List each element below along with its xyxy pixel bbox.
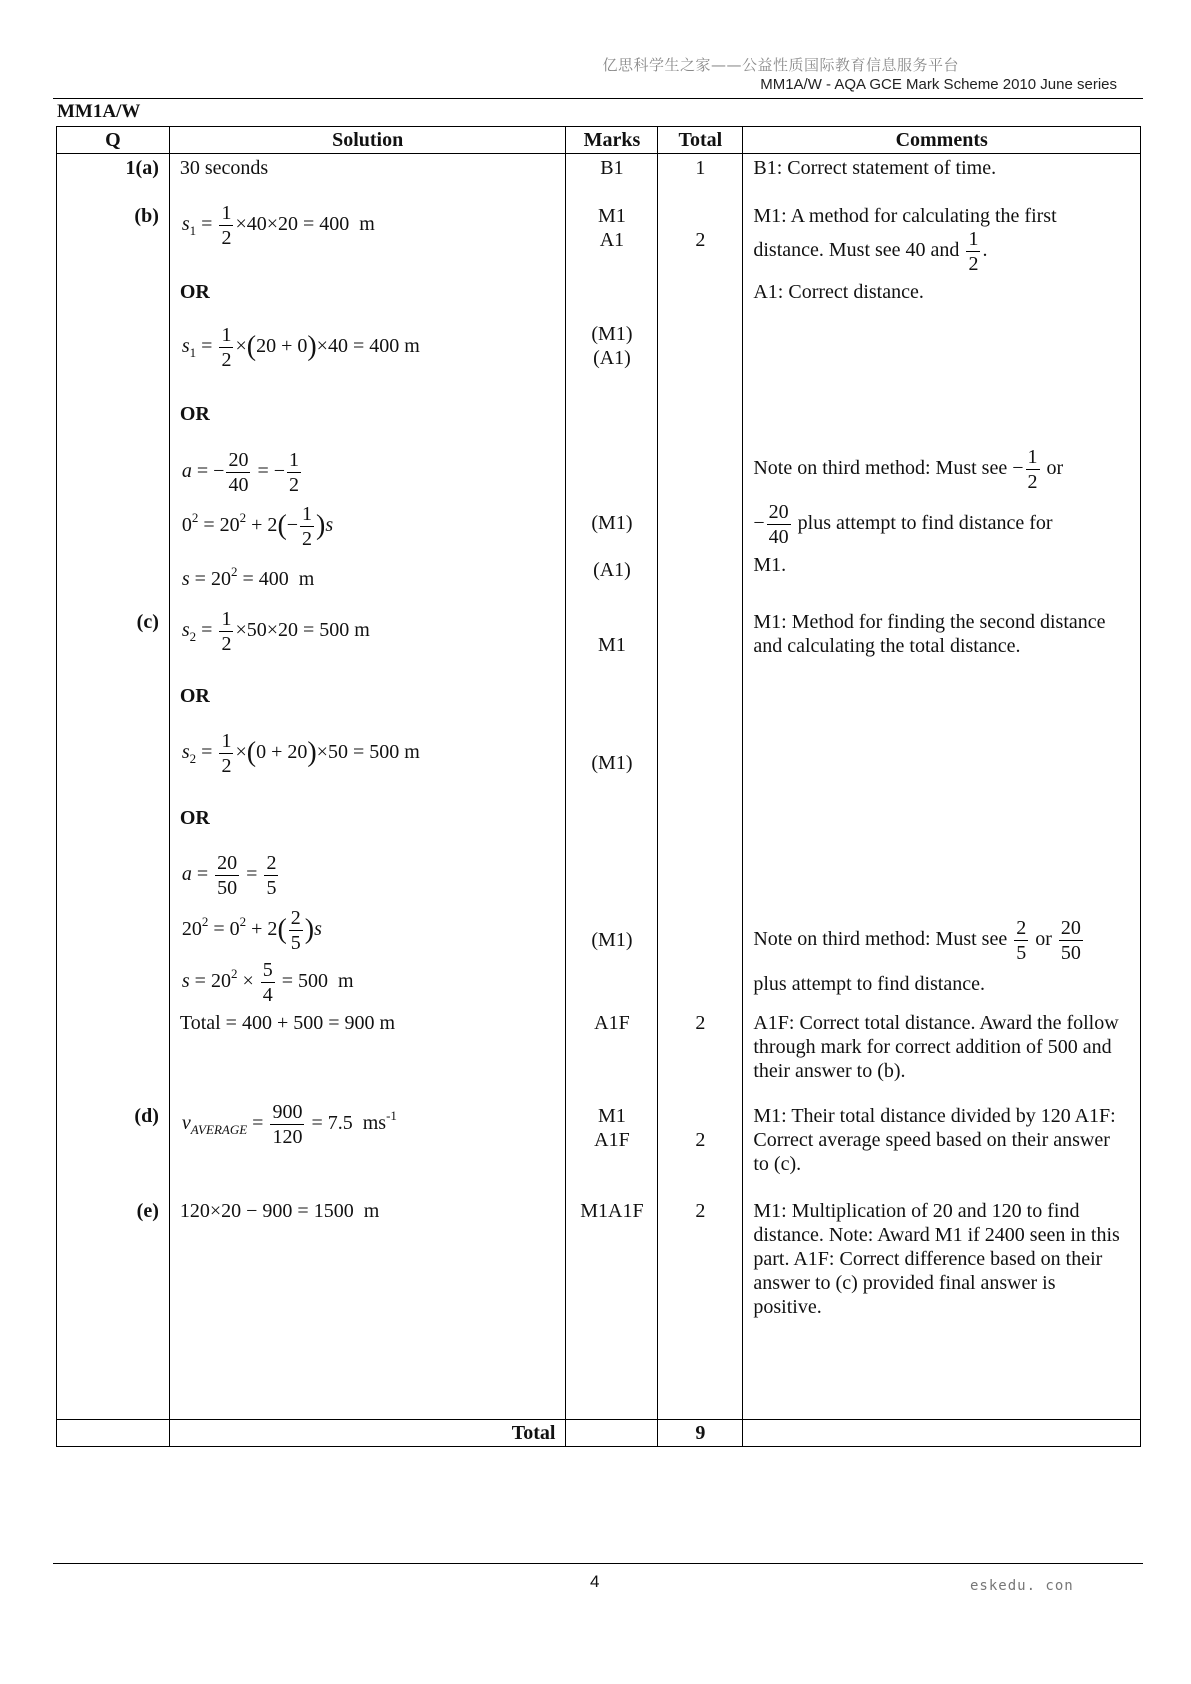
solution-c-method1: $s_2$ = $\frac{1}{2}$ ×50×20 = 500 m xyxy=(181,608,370,655)
comment-b-note-or: or xyxy=(1046,457,1064,480)
comment-c-a1f: A1F: Correct total distance. Award the follow through mark for correct addition of 500 and their answer to (b). xyxy=(753,1012,1119,1082)
solution-e: 120×20 − 900 = 1500 m xyxy=(179,1200,380,1222)
comment-b-note-text: Note on third method: Must see xyxy=(753,457,1008,480)
comment-c-note-text: Note on third method: Must see xyxy=(753,928,1008,951)
q-label-a: 1(a) xyxy=(125,157,159,179)
mark-e: M1A1F xyxy=(580,1200,644,1222)
solution-c-or2: OR xyxy=(179,807,210,829)
total-c: 2 xyxy=(695,1012,706,1034)
col-header-total: Total xyxy=(658,127,743,154)
total-a: 1 xyxy=(695,157,706,179)
q-label-b: (b) xyxy=(134,205,159,227)
total-column xyxy=(658,154,743,1420)
total-e: 2 xyxy=(695,1200,706,1222)
comment-c-note-tail: plus attempt to find distance. xyxy=(753,973,985,995)
comment-b-a1: A1: Correct distance. xyxy=(753,281,924,303)
mark-a: B1 xyxy=(600,157,624,179)
comment-b-m1-line2: distance. Must see 40 and xyxy=(753,239,960,262)
solution-d: $v_{AVERAGE}$ = $\frac{900}{120}$ = 7.5 $ms^{-1}$ xyxy=(181,1101,397,1148)
col-header-solution: Solution xyxy=(169,127,566,154)
header-rule xyxy=(53,98,1143,99)
solution-b-suvat: $0^2 = 20^2 + 2(-$ $\frac{1}{2}$ )s xyxy=(181,503,334,550)
mark-c-2: (M1) xyxy=(591,752,633,774)
watermark: eskedu. con xyxy=(970,1578,1074,1594)
total-row-value: 9 xyxy=(658,1420,743,1447)
solution-b-method1: $s_1$ = $\frac{1}{2}$ ×40×20 = 400 m xyxy=(181,202,375,249)
total-row-label: Total xyxy=(169,1420,566,1447)
solution-a: 30 seconds xyxy=(179,157,269,179)
header-series: MM1A/W - AQA GCE Mark Scheme 2010 June series xyxy=(760,76,1117,93)
mark-c-1: M1 xyxy=(598,634,626,656)
mark-b-6: (A1) xyxy=(593,559,631,581)
mark-d-2: A1F xyxy=(594,1129,630,1151)
mark-b-2: A1 xyxy=(599,229,625,251)
total-row-q xyxy=(57,1420,170,1447)
comment-a: B1: Correct statement of time. xyxy=(753,157,997,179)
comments-column xyxy=(743,154,1141,1420)
solution-b-result: $s = 20^2 = 400$ m xyxy=(181,564,315,590)
solution-b-method2: $s_1$ = $\frac{1}{2}$ ×(20 + 0)×40 = 400 m xyxy=(181,324,420,371)
comment-b-note-tail: plus attempt to find distance for xyxy=(797,512,1053,535)
q-label-e: (e) xyxy=(136,1200,159,1222)
paper-code: MM1A/W xyxy=(57,101,141,122)
solution-c-method2: $s_2$ = $\frac{1}{2}$ ×(0 + 20)×50 = 500 m xyxy=(181,730,420,777)
total-row-marks xyxy=(566,1420,658,1447)
comment-b-m1: M1: A method for calculating the first xyxy=(753,205,1057,227)
solution-column xyxy=(169,154,566,1420)
q-column xyxy=(57,154,170,1420)
col-header-comments: Comments xyxy=(743,127,1141,154)
solution-c-accel: a = $\frac{20}{50}$ = $\frac{2}{5}$ xyxy=(181,852,277,899)
q-label-d: (d) xyxy=(134,1105,159,1127)
comment-b-note-end: M1. xyxy=(753,554,787,576)
total-b: 2 xyxy=(695,229,706,251)
solution-b-or2: OR xyxy=(179,403,210,425)
comment-c-note: Note on third method: Must see $\frac{2}{5}$ or $\frac{20}{50}$ xyxy=(753,917,1081,964)
mark-scheme-table xyxy=(56,126,1141,1447)
q-label-c: (c) xyxy=(136,611,159,633)
comment-b-note: Note on third method: Must see − $\frac{1}{2}$ or xyxy=(753,446,1064,493)
total-d: 2 xyxy=(695,1129,706,1151)
table-header-row xyxy=(57,127,1141,154)
comment-b-note2: − $\frac{20}{40}$ plus attempt to find distance for xyxy=(753,501,1053,548)
total-row-comments xyxy=(743,1420,1141,1447)
comment-c-m1: M1: Method for finding the second distance and calculating the total distance. xyxy=(753,611,1106,657)
col-header-marks: Marks xyxy=(566,127,658,154)
marks-column xyxy=(566,154,658,1420)
mark-c-3: (M1) xyxy=(591,929,633,951)
solution-b-accel: a = − $\frac{20}{40}$ = − $\frac{1}{2}$ xyxy=(181,449,299,496)
footer-rule xyxy=(53,1563,1143,1564)
table-total-row xyxy=(57,1420,1141,1447)
mark-b-3: (M1) xyxy=(591,323,633,345)
header-chinese-title: 亿思科学生之家——公益性质国际教育信息服务平台 xyxy=(602,56,959,74)
solution-b-or1: OR xyxy=(179,281,210,303)
comment-d: M1: Their total distance divided by 120 A1F: Correct average speed based on their answer to (c). xyxy=(753,1105,1116,1175)
solution-c-total: Total = 400 + 500 = 900 m xyxy=(179,1012,396,1034)
comment-e: M1: Multiplication of 20 and 120 to find distance. Note: Award M1 if 2400 seen in this part. A1F: Correct difference based on their answer to (c) provided final answer is positive. xyxy=(753,1200,1120,1318)
solution-c-result: $s = 20^2$ × $\frac{5}{4}$ = 500 m xyxy=(181,959,354,1006)
mark-b-1: M1 xyxy=(598,205,626,227)
mark-b-5: (M1) xyxy=(591,512,633,534)
mark-b-4: (A1) xyxy=(593,347,631,369)
col-header-q: Q xyxy=(57,127,170,154)
solution-c-or1: OR xyxy=(179,685,210,707)
solution-c-suvat: $20^2 = 0^2 + 2$( $\frac{2}{5}$ )s xyxy=(181,907,322,954)
comment-c-note-or: or xyxy=(1035,928,1052,951)
comment-b-m1-cont: distance. Must see 40 and $\frac{1}{2}$ . xyxy=(753,228,988,275)
mark-d-1: M1 xyxy=(598,1105,626,1127)
table-body-row xyxy=(57,154,1141,1420)
mark-c-4: A1F xyxy=(594,1012,630,1034)
page-number: 4 xyxy=(590,1572,600,1591)
